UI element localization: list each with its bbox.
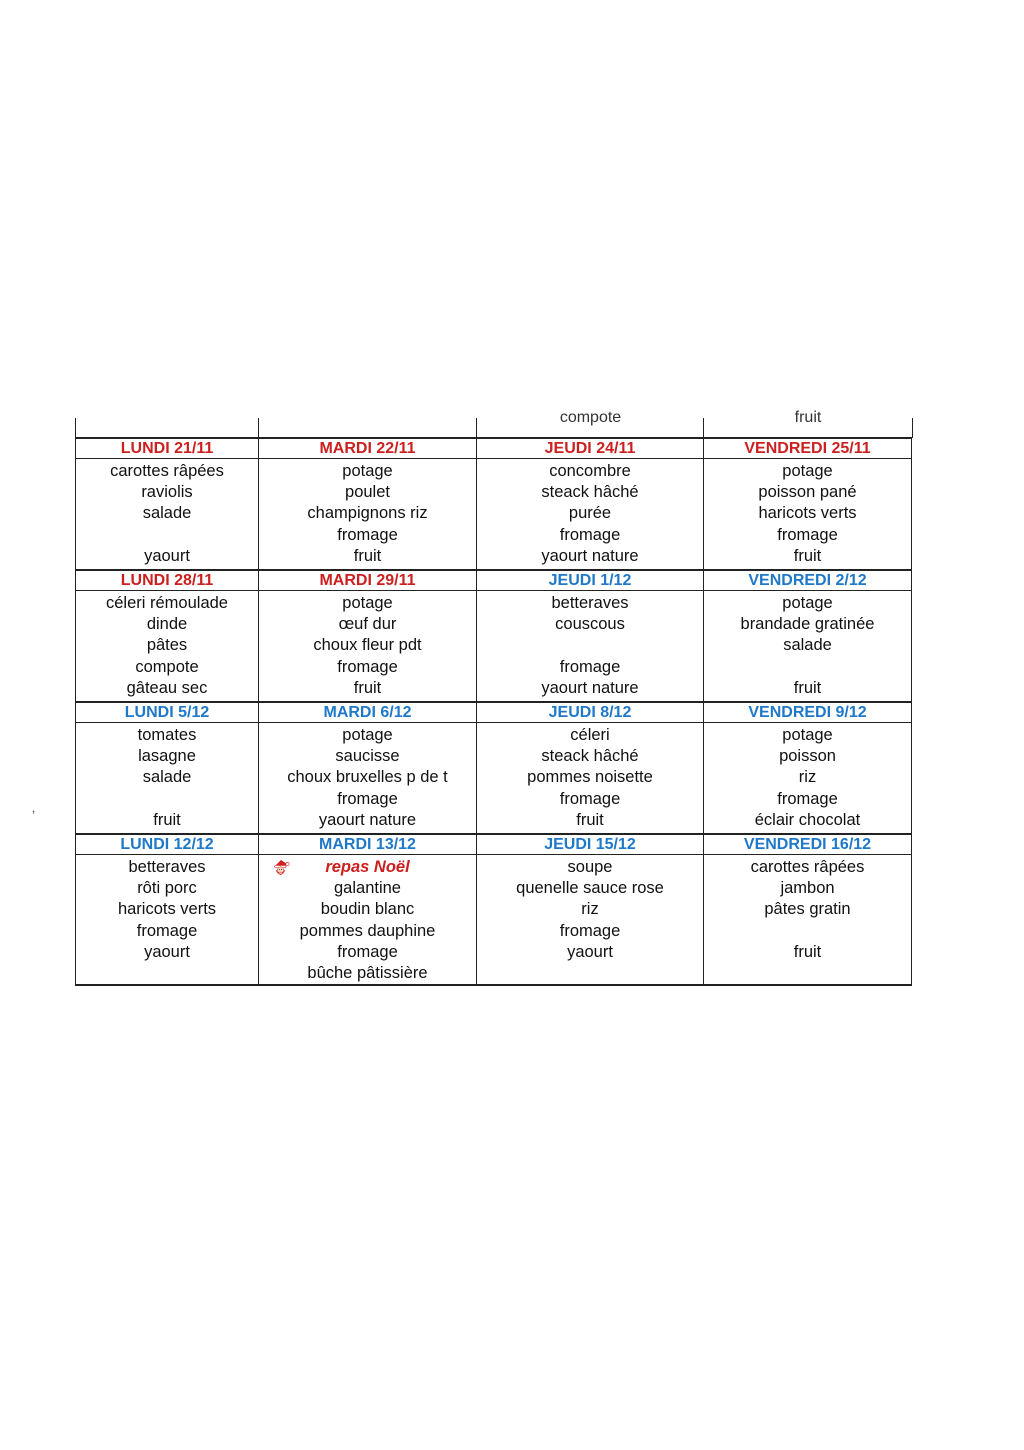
dish-item: steack hâché: [541, 747, 639, 766]
dish-item: pâtes: [146, 636, 188, 655]
dish-item: [704, 921, 911, 942]
dish-item: riz: [581, 900, 599, 919]
dish-item: couscous: [555, 615, 625, 634]
previous-week-remnant: [75, 409, 910, 438]
day-header: LUNDI 28/11: [76, 570, 259, 591]
special-meal-label: repas Noël: [325, 858, 410, 876]
dish-item: [477, 963, 703, 984]
day-menu-cell: [704, 855, 912, 986]
dish-item: yaourt: [144, 942, 190, 961]
dish-item: poulet: [345, 483, 390, 502]
dish-item: saucisse: [335, 747, 400, 766]
dish-item: fruit: [353, 546, 382, 565]
day-header: LUNDI 21/11: [76, 438, 259, 459]
dish-item: fromage: [559, 921, 621, 940]
dish-row: [76, 855, 912, 986]
day-menu-cell: [76, 459, 259, 571]
dish-item: potage: [342, 594, 393, 612]
dish-item: lasagne: [138, 747, 196, 766]
dish-item: yaourt: [144, 546, 190, 565]
day-header: VENDREDI 25/11: [704, 438, 912, 459]
dish-item: brandade gratinée: [740, 615, 875, 634]
dish-item: compote: [135, 657, 199, 676]
day-header: MARDI 6/12: [259, 702, 477, 723]
dish-item: quenelle sauce rose: [516, 879, 664, 898]
day-header: VENDREDI 2/12: [704, 570, 912, 591]
remnant-cell: [703, 409, 913, 438]
dish-item: poisson: [779, 747, 836, 766]
dish-item: haricots verts: [117, 900, 217, 919]
dish-item: [76, 525, 258, 546]
dish-item: fruit: [153, 810, 181, 829]
dish-item: yaourt nature: [541, 546, 639, 565]
day-menu-cell: [477, 855, 704, 986]
dish-item: choux fleur pdt: [313, 636, 422, 655]
day-header: LUNDI 12/12: [76, 834, 259, 855]
day-header: VENDREDI 16/12: [704, 834, 912, 855]
dish-item: carottes râpées: [110, 462, 224, 480]
dish-item: pommes dauphine: [299, 921, 436, 940]
dish-item: fromage: [777, 789, 838, 808]
remnant-text: compote: [559, 409, 622, 426]
dish-item: yaourt nature: [541, 678, 639, 697]
dish-item: fromage: [136, 921, 198, 940]
dish-item: fromage: [559, 657, 621, 676]
dish-row: [76, 591, 912, 703]
dish-item: concombre: [549, 462, 631, 480]
dish-item: carottes râpées: [750, 858, 865, 876]
day-header: JEUDI 24/11: [477, 438, 704, 459]
dish-row: [76, 723, 912, 835]
dish-item: pâtes gratin: [764, 900, 851, 919]
day-header: MARDI 13/12: [259, 834, 477, 855]
dish-item: pommes noisette: [527, 768, 653, 787]
dish-item: yaourt: [567, 942, 613, 961]
scan-mark: ʼ: [32, 808, 36, 824]
dish-item: bûche pâtissière: [307, 963, 428, 982]
dish-item: œuf dur: [338, 615, 397, 634]
dish-item: salade: [142, 768, 192, 787]
dish-item: salade: [142, 504, 192, 523]
dish-item: galantine: [334, 879, 401, 898]
dish-item: champignons riz: [307, 504, 428, 523]
dish-item: céleri: [570, 726, 610, 744]
dish-item: fruit: [793, 546, 822, 565]
dish-item: fromage: [337, 942, 398, 961]
dish-item: potage: [342, 726, 393, 744]
dish-item: [704, 657, 911, 678]
special-meal-line: [259, 857, 476, 878]
dish-item: fruit: [793, 942, 822, 961]
dish-item: fruit: [576, 810, 604, 829]
day-header: MARDI 22/11: [259, 438, 477, 459]
dish-item: fromage: [559, 789, 621, 808]
dish-item: gâteau sec: [126, 678, 208, 697]
day-menu-cell: [477, 723, 704, 835]
dish-item: yaourt nature: [318, 810, 417, 829]
dish-item: fruit: [793, 678, 822, 697]
dish-item: steack hâché: [541, 483, 639, 502]
dish-item: boudin blanc: [320, 900, 415, 919]
dish-item: potage: [782, 594, 833, 612]
day-menu-cell: [704, 459, 912, 571]
day-menu-cell: [259, 459, 477, 571]
remnant-text: fruit: [794, 409, 822, 426]
dish-item: céleri rémoulade: [106, 594, 228, 612]
dish-item: rôti porc: [137, 879, 197, 898]
day-header-row: [76, 570, 912, 591]
dish-item: choux bruxelles p de t: [287, 768, 448, 787]
remnant-cell: [476, 409, 704, 438]
day-menu-cell: [704, 591, 912, 703]
day-menu-cell: [76, 855, 259, 986]
dish-item: fromage: [777, 525, 838, 544]
dish-item: dinde: [146, 615, 188, 634]
dish-item: purée: [568, 504, 612, 523]
day-menu-cell: [704, 723, 912, 835]
dish-item: fromage: [337, 525, 398, 544]
dish-item: soupe: [567, 858, 613, 876]
dish-item: potage: [782, 462, 833, 480]
day-header: LUNDI 5/12: [76, 702, 259, 723]
remnant-cell: [258, 418, 477, 438]
day-header: VENDREDI 9/12: [704, 702, 912, 723]
day-header: JEUDI 1/12: [477, 570, 704, 591]
day-header-row: [76, 702, 912, 723]
dish-item: fromage: [559, 525, 621, 544]
dish-item: potage: [782, 726, 833, 744]
dish-item: tomates: [137, 726, 197, 744]
day-header: JEUDI 8/12: [477, 702, 704, 723]
dish-item: betteraves: [551, 594, 629, 612]
dish-item: [76, 789, 258, 810]
dish-item: salade: [783, 636, 832, 655]
day-menu-cell: [76, 723, 259, 835]
dish-item: haricots verts: [758, 504, 857, 523]
dish-row: [76, 459, 912, 571]
day-header: MARDI 29/11: [259, 570, 477, 591]
dish-item: [76, 963, 258, 984]
day-menu-cell: [259, 591, 477, 703]
day-menu-cell: [259, 855, 477, 986]
dish-item: poisson pané: [758, 483, 857, 502]
dish-item: [704, 963, 911, 984]
day-header-row: [76, 438, 912, 459]
menu-table: [75, 437, 912, 986]
menu-body: [76, 438, 912, 985]
dish-item: betteraves: [128, 858, 206, 876]
day-menu-cell: [477, 459, 704, 571]
day-header: JEUDI 15/12: [477, 834, 704, 855]
remnant-cell: [75, 418, 259, 438]
day-menu-cell: [477, 591, 704, 703]
dish-item: fruit: [353, 678, 382, 697]
dish-item: éclair chocolat: [754, 810, 861, 829]
day-menu-cell: [76, 591, 259, 703]
dish-item: fromage: [337, 657, 398, 676]
dish-item: potage: [342, 462, 393, 480]
dish-item: fromage: [337, 789, 398, 808]
santa-claus-icon: [271, 858, 291, 878]
dish-item: riz: [798, 768, 817, 787]
day-menu-cell: [259, 723, 477, 835]
dish-item: jambon: [780, 879, 835, 898]
day-header-row: [76, 834, 912, 855]
dish-item: raviolis: [141, 483, 193, 502]
dish-item: [477, 635, 703, 656]
